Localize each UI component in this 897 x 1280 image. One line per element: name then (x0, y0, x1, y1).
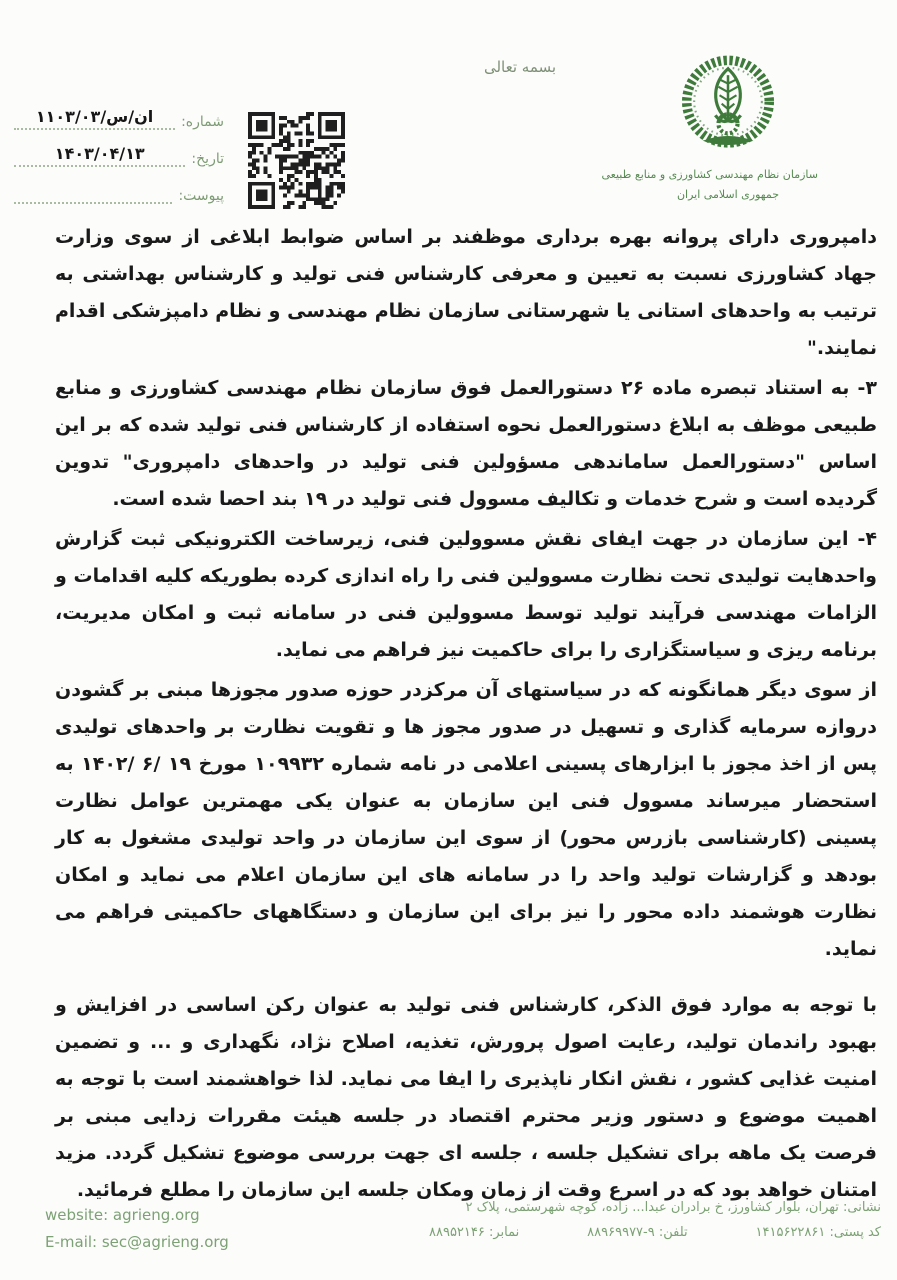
letter-date-label: تاریخ: (191, 151, 224, 167)
letter-attachment-label: پیوست: (178, 188, 224, 204)
letter-date-row (14, 143, 224, 167)
footer-postal-code: کد پستی: ۱۴۱۵۶۲۲۸۶۱ (755, 1225, 881, 1240)
letter-attachment-row (14, 180, 224, 204)
letter-reference-fields (14, 106, 224, 217)
letter-number-label: شماره: (181, 114, 224, 130)
paragraph-continuation: دامپروری دارای پروانه بهره برداری موظفند بر اساس ضوابط ابلاغی از سوی وزارت جهاد کشاورزی نسبت به تعیین و معرفی کارشناس فنی تولید و کارشناس بهداشتی به ترتیب به واحدهای استانی یا شهرستانی سازمان نظام مهندسی و نظام دامپزشکی اقدام نمایند." (55, 226, 877, 359)
organization-name: سازمان نظام مهندسی کشاورزی و منابع طبیعی (601, 168, 818, 181)
letter-date-value: ۱۴۰۳/۰۴/۱۳ (14, 143, 185, 167)
footer-contact-en (45, 1202, 229, 1256)
letter-body (55, 219, 877, 1212)
footer-email: E-mail: sec@agrieng.org (45, 1233, 229, 1251)
bismillah-text: بسمه تعالی (483, 58, 557, 76)
footer-fax: نمابر: ۸۸۹۵۲۱۴۶ (429, 1225, 520, 1240)
footer-phone: تلفن: ۹-۸۸۹۶۹۹۷۷ (587, 1225, 688, 1240)
footer-contact-fa (429, 1200, 881, 1240)
qr-code (248, 112, 345, 209)
organization-emblem-icon (675, 54, 781, 164)
footer-website: website: agrieng.org (45, 1206, 200, 1224)
letter-number-row (14, 106, 224, 130)
paragraph-item-4: ۴- این سازمان در جهت ایفای نقش مسوولین فنی، زیرساخت الکترونیکی ثبت گزارش واحدهایت تولیدی تحت نظارت مسوولین فنی را راه اندازی کرده بطوریکه کلیه اقدامات و الزامات مهندسی فرآیند تولید توسط مسوولین فنی در سامانه ثبت و امکان مدیریت، برنامه ریزی و سیاستگزاری را برای حاکمیت نیز فراهم می نماید. (55, 528, 877, 661)
letter-number-value: ان/س/۱۱۰۳/۰۳ (14, 106, 175, 130)
footer-address: نشانی: تهران، بلوار کشاورز، خ برادران عبدا... زاده، کوچه شهرستمی، پلاک ۲ (465, 1200, 881, 1215)
letter-attachment-value (14, 180, 172, 204)
paragraph-item-3: ۳- به استناد تبصره ماده ۲۶ دستورالعمل فوق سازمان نظام مهندسی کشاورزی و منابع طبیعی موظف به ابلاغ دستورالعمل نحوه استفاده از کارشناس فنی تولید شده که بر این اساس "دستورالعمل ساماندهی مسؤولین فنی تولید در واحدهای دامپروری" تدوین گردیده است و شرح خدمات و تکالیف مسوول فنی تولید در ۱۹ بند احصا شده است. (55, 377, 877, 510)
paragraph-policy: از سوی دیگر همانگونه که در سیاستهای آن مرکزدر حوزه صدور مجوزها مبنی بر گشودن دروازه سرمایه گذاری و تسهیل در صدور مجوز ها و تقویت نظارت بر واحدهای تولیدی پس از اخذ مجوز با ابزارهای پسینی اعلامی در نامه شماره ۱۰۹۹۳۲ مورخ ۱۹ /۶ /۱۴۰۲ به استحضار میرساند مسوول فنی این سازمان به عنوان یکی مهمترین عوامل نظارت پسینی (کارشناسی بازرس محور) از سوی این سازمان در واحد تولیدی مشغول به کار بودهد و گزارشات تولید واحد را در سامانه های این سازمان اعلام می نماید و امکان نظارت هوشمند داده محور را نیز برای این سازمان و دستگاههای حاکمیتی فراهم می نماید. (55, 679, 877, 960)
organization-country: جمهوری اسلامی ایران (676, 188, 780, 201)
footer-codes-row (429, 1225, 881, 1240)
paragraph-closing: با توجه به موارد فوق الذکر، کارشناس فنی تولید به عنوان رکن اساسی در افزایش و بهبود راندمان تولید، رعایت اصول پرورش، تغذیه، اصلاح نژاد، نگهداری و ... و تضمین امنیت غذایی کشور ، نقش انکار ناپذیری را ایفا می نماید. لذا خواهشمند است با توجه به اهمیت موضوع و دستور وزیر محترم اقتصاد در جلسه هیئت مقررات زدایی مبنی بر فرصت یک ماهه برای تشکیل جلسه ، جلسه ای جهت بررسی موضوع تشکیل گردد. مزید امتنان خواهد بود که در اسرع وقت از زمان ومکان جلسه این سازمان را مطلع فرمائید. (55, 994, 877, 1201)
organization-logo (601, 54, 818, 201)
